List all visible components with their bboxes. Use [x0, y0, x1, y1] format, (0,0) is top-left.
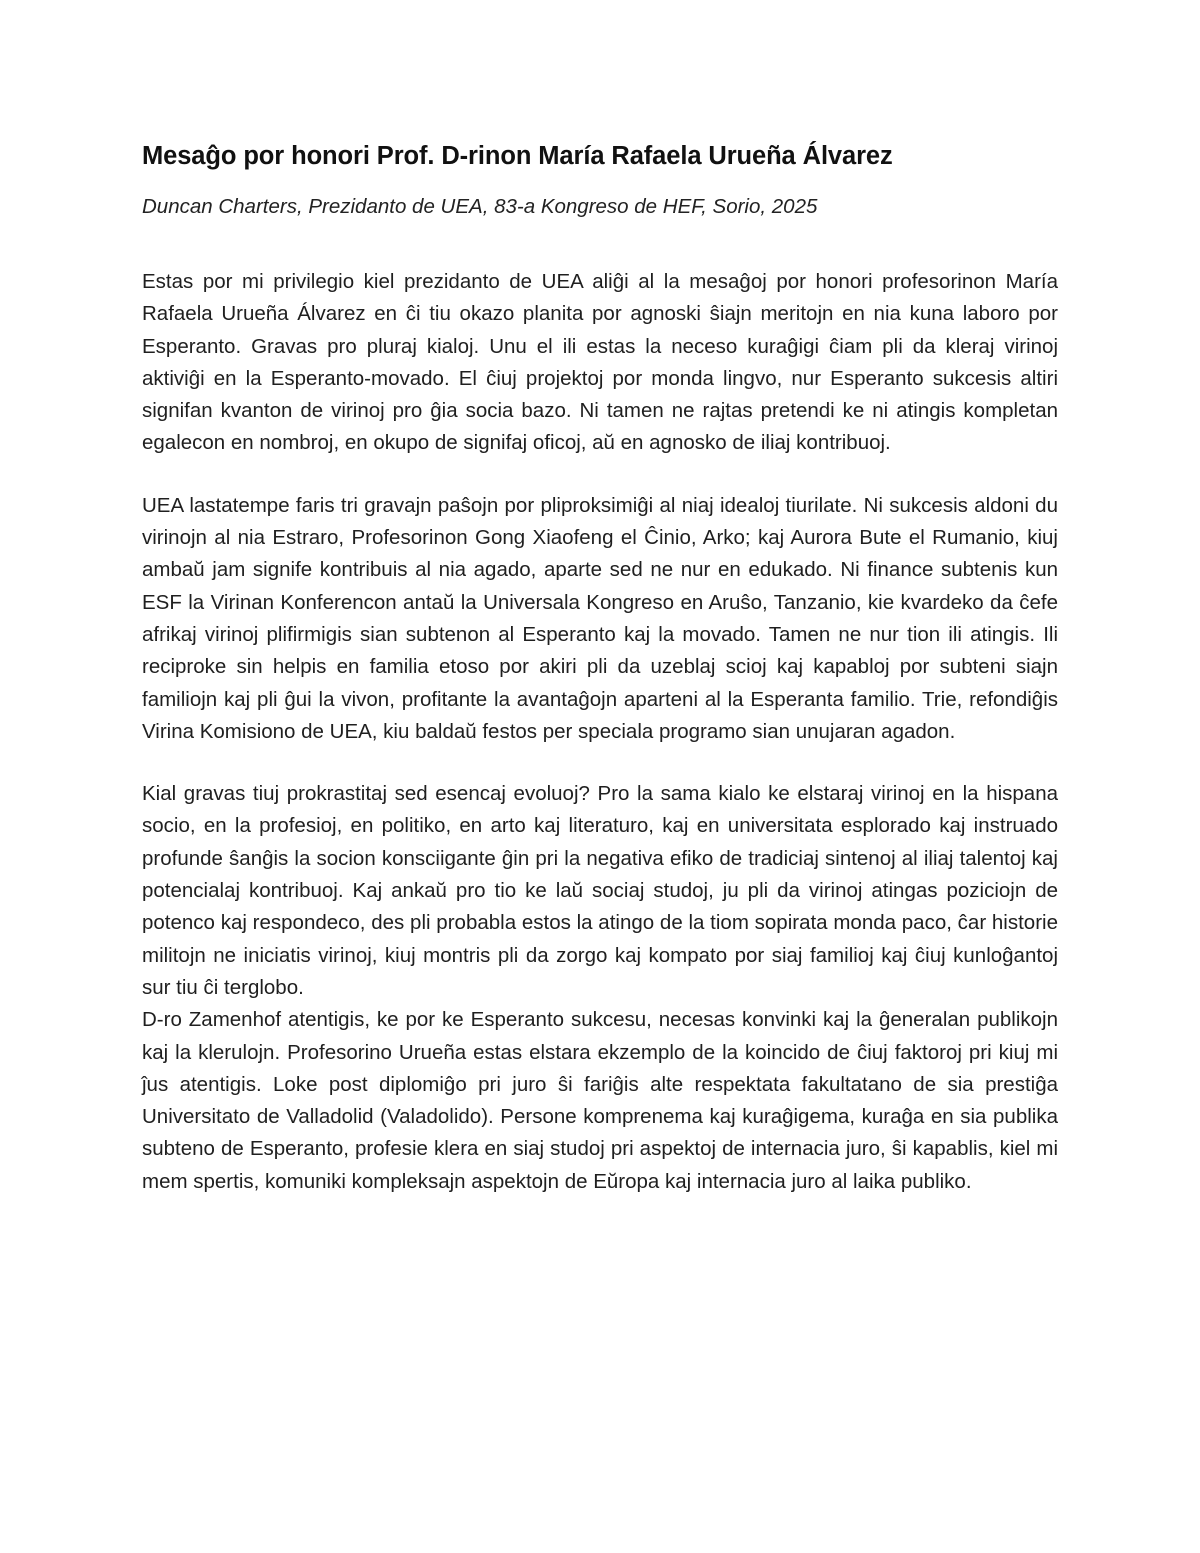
document-subtitle: Duncan Charters, Prezidanto de UEA, 83-a Kongreso de HEF, Sorio, 2025	[142, 195, 818, 218]
paragraph-1: Estas por mi privilegio kiel prezidanto de UEA aliĝi al la mesaĝoj por honori profesorinon María Rafaela Urueña Álvarez en ĉi tiu okazo planita por agnoski ŝiajn meritojn en nia kuna laboro por Esperanto. Gravas pro pluraj kialoj. Unu el ili estas la neceso kuraĝigi ĉiam pli da kleraj virinoj aktiviĝi en la Esperanto-movado. El ĉiuj projektoj por monda lingvo, nur Esperanto sukcesis altiri signifan kvanton de virinoj pro ĝia socia bazo. Ni tamen ne rajtas pretendi ke ni atingis kompletan egalecon en nombroj, en okupo de signifaj oficoj, aŭ en agnosko de iliaj kontribuoj.	[142, 270, 1058, 455]
paragraph-3: Kial gravas tiuj prokrastitaj sed esencaj evoluoj? Pro la sama kialo ke elstaraj virinoj en la hispana socio, en la profesioj, en politiko, en arto kaj literaturo, kaj en universitata esplorado kaj instruado profunde ŝanĝis la socion konsciigante ĝin pri la negativa efiko de tradiciaj sintenoj al iliaj talentoj kaj potencialaj kontribuoj. Kaj ankaŭ pro tio ke laŭ sociaj studoj, ju pli da virinoj atingas poziciojn de potenco kaj respondeco, des pli probabla estos la atingo de la tiom sopirata monda paco, ĉar historie militojn ne iniciatis virinoj, kiuj montris pli da zorgo kaj kompato por siaj familioj kaj ĉiuj kunloĝantoj sur tiu ĉi terglobo.	[142, 782, 1058, 999]
document-title: Mesaĝo por honori Prof. D-rinon María Rafaela Urueña Álvarez	[142, 142, 893, 170]
paragraph-4: D-ro Zamenhof atentigis, ke por ke Esperanto sukcesu, necesas konvinki kaj la ĝeneralan publikojn kaj la klerulojn. Profesorino Urueña estas elstara ekzemplo de la koincido de ĉiuj faktoroj pri kiuj mi ĵus atentigis. Loke post diplomiĝo pri juro ŝi fariĝis alte respektata fakultatano de sia prestiĝa Universitato de Valladolid (Valadolido). Persone komprenema kaj kuraĝigema, kuraĝa en sia publika subteno de Esperanto, profesie klera en siaj studoj pri aspektoj de internacia juro, ŝi kapablis, kiel mi mem spertis, komuniki kompleksajn aspektojn de Eŭropa kaj internacia juro al laika publiko.	[142, 1008, 1058, 1193]
paragraph-2: UEA lastatempe faris tri gravajn paŝojn por pliproksimiĝi al niaj idealoj tiurilate. Ni sukcesis aldoni du virinojn al nia Estraro, Profesorinon Gong Xiaofeng el Ĉinio, Arko; kaj Aurora Bute el Rumanio, kiuj ambaŭ jam signife kontribuis al nia agado, aparte sed ne nur en edukado. Ni finance subtenis kun ESF la Virinan Konferencon antaŭ la Universala Kongreso en Aruŝo, Tanzanio, kie kvardeko da ĉefe afrikaj virinoj plifirmigis sian subtenon al Esperanto kaj la movado. Tamen ne nur tion ili atingis. Ili reciproke sin helpis en familia etoso por akiri pli da uzeblaj scioj kaj kapabloj por subteni siajn familiojn kaj pli ĝui la vivon, profitante la avantaĝojn aparteni al la Esperanta familio. Trie, refondiĝis Virina Komisiono de UEA, kiu baldaŭ festos per speciala programo sian unujaran agadon.	[142, 493, 1058, 743]
document-body	[142, 138, 1058, 1198]
